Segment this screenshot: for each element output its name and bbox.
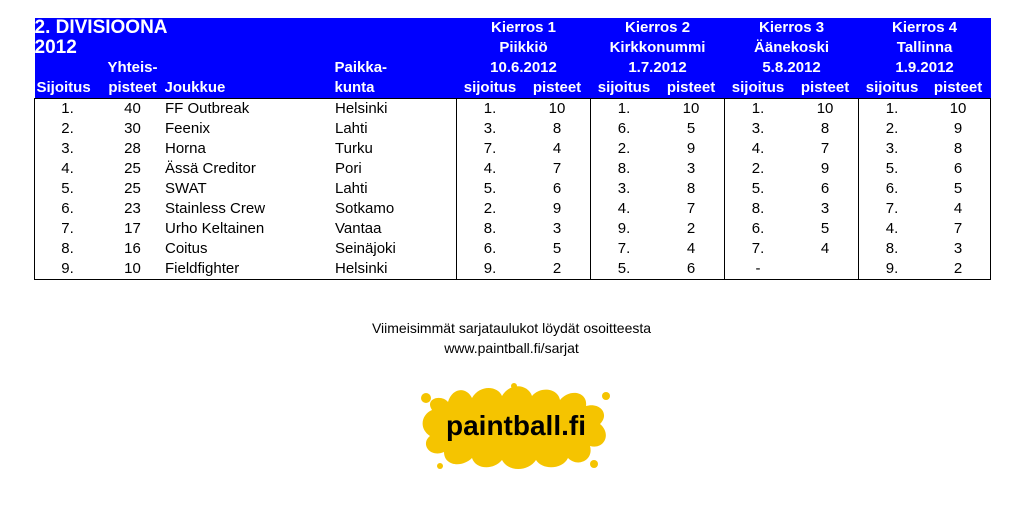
- total-points-cell: 10: [101, 259, 165, 280]
- total-points-cell: 25: [124, 160, 141, 177]
- round-3-points-cell: 7: [820, 140, 830, 157]
- table-row: [35, 159, 991, 179]
- round-4-position-cell: 8.: [859, 239, 926, 259]
- round-4-points-cell: 6: [926, 159, 991, 179]
- total-points-cell: 30: [124, 120, 141, 137]
- table-row: [35, 199, 991, 219]
- round-3-position-cell: 3.: [725, 119, 792, 139]
- round-4-points-cell: 4: [926, 199, 991, 219]
- round-1-position-cell: 4.: [457, 159, 524, 179]
- round-4-position-cell: 6.: [859, 179, 926, 199]
- round-2-points-cell: 6: [658, 259, 725, 280]
- city-cell: Vantaa: [335, 220, 382, 237]
- round-2-points-cell: 2: [686, 220, 696, 237]
- round-3-place: Äänekoski: [725, 38, 859, 58]
- round-1-position-cell: 1.: [457, 99, 524, 120]
- round-3-date: 5.8.2012: [725, 58, 859, 78]
- round-4-points-cell: 5: [926, 179, 991, 199]
- round-4-position-cell: 5.: [859, 159, 926, 179]
- position-cell: 4.: [35, 159, 101, 179]
- team-head: Joukkue: [165, 78, 335, 99]
- city-head-a: Paikka-: [335, 58, 457, 78]
- round-4-pts-head: pisteet: [926, 78, 991, 99]
- round-3-name: Kierros 3: [725, 18, 859, 38]
- round-2-points-cell: 4: [686, 240, 696, 257]
- round-4-date: 1.9.2012: [859, 58, 991, 78]
- position-cell: 8.: [35, 239, 101, 259]
- round-1-position-cell: 5.: [457, 179, 524, 199]
- round-2-points-cell: 8: [686, 180, 696, 197]
- round-2-pts-head: pisteet: [658, 78, 725, 99]
- round-2-points-cell: 10: [658, 99, 725, 120]
- table-body: [35, 99, 991, 280]
- position-cell: 2.: [35, 119, 101, 139]
- city-cell: Lahti: [335, 180, 368, 197]
- round-1-points-cell: 4: [552, 140, 562, 157]
- round-4-points-cell: 3: [926, 239, 991, 259]
- round-3-position-cell: -: [725, 259, 792, 280]
- round-3-points-cell: 4: [820, 240, 830, 257]
- round-4-position-cell: 1.: [859, 99, 926, 120]
- table-row: [35, 139, 991, 159]
- round-1-points-cell: 10: [524, 99, 591, 120]
- round-2-position-cell: 9.: [591, 219, 658, 239]
- team-name-cell: FF Outbreak: [165, 99, 335, 120]
- round-1-points-cell: 2: [524, 259, 591, 280]
- round-1-points-cell: 7: [552, 160, 562, 177]
- round-1-date: 10.6.2012: [457, 58, 591, 78]
- round-3-position-cell: 2.: [725, 159, 792, 179]
- round-3-points-cell: 10: [792, 99, 859, 120]
- round-1-points-cell: 9: [552, 200, 562, 217]
- round-3-points-cell: 6: [820, 180, 830, 197]
- table-row: [35, 179, 991, 199]
- round-3-pts-head: pisteet: [792, 78, 859, 99]
- round-3-points-cell: [792, 259, 859, 280]
- total-points-cell: 40: [101, 99, 165, 120]
- division-title: 2. DIVISIOONA: [35, 18, 335, 38]
- table-row: [35, 99, 991, 120]
- round-2-position-cell: 7.: [591, 239, 658, 259]
- total-points-cell: 25: [124, 180, 141, 197]
- season-year: 2012: [35, 38, 335, 58]
- round-4-name: Kierros 4: [859, 18, 991, 38]
- city-cell: Turku: [335, 140, 373, 157]
- round-4-points-cell: 8: [926, 139, 991, 159]
- city-cell: Lahti: [335, 120, 368, 137]
- round-1-position-cell: 2.: [457, 199, 524, 219]
- paintball-logo[interactable]: [418, 380, 614, 472]
- round-1-position-cell: 9.: [457, 259, 524, 280]
- round-1-position-cell: 6.: [457, 239, 524, 259]
- round-1-position-cell: 3.: [457, 119, 524, 139]
- round-1-position-cell: 8.: [457, 219, 524, 239]
- table-row: [35, 119, 991, 139]
- round-3-points-cell: 9: [820, 160, 830, 177]
- city-cell: Pori: [335, 160, 362, 177]
- table-row: [35, 219, 991, 239]
- round-1-points-cell: 3: [552, 220, 562, 237]
- round-2-position-cell: 3.: [591, 179, 658, 199]
- round-4-points-cell: 2: [926, 259, 991, 280]
- table-header: [35, 18, 991, 99]
- position-cell: 1.: [35, 99, 101, 120]
- position-cell: 9.: [35, 259, 101, 280]
- team-name-cell: SWAT: [165, 180, 207, 197]
- round-3-position-cell: 8.: [725, 199, 792, 219]
- position-head: Sijoitus: [35, 78, 101, 99]
- round-2-position-cell: 8.: [591, 159, 658, 179]
- table-row: [35, 259, 991, 280]
- round-3-points-cell: 5: [820, 220, 830, 237]
- round-2-position-cell: 4.: [591, 199, 658, 219]
- round-3-position-cell: 1.: [725, 99, 792, 120]
- total-points-cell: 17: [124, 220, 141, 237]
- footer-link[interactable]: www.paintball.fi/sarjat: [444, 340, 579, 356]
- round-4-position-cell: 9.: [859, 259, 926, 280]
- round-2-name: Kierros 2: [591, 18, 725, 38]
- round-3-position-cell: 7.: [725, 239, 792, 259]
- round-2-position-cell: 5.: [591, 259, 658, 280]
- round-3-position-cell: 5.: [725, 179, 792, 199]
- round-1-pos-head: sijoitus: [457, 78, 524, 99]
- round-3-position-cell: 4.: [725, 139, 792, 159]
- round-2-position-cell: 2.: [591, 139, 658, 159]
- team-name-cell: Feenix: [165, 120, 211, 137]
- round-2-points-cell: 9: [686, 140, 696, 157]
- round-2-date: 1.7.2012: [591, 58, 725, 78]
- round-4-position-cell: 2.: [859, 119, 926, 139]
- round-2-place: Kirkkonummi: [591, 38, 725, 58]
- position-cell: 6.: [35, 199, 101, 219]
- city-head-b: kunta: [335, 78, 457, 99]
- team-name-cell: Fieldfighter: [165, 259, 335, 280]
- round-2-points-cell: 7: [686, 200, 696, 217]
- round-2-position-cell: 6.: [591, 119, 658, 139]
- total-points-cell: 16: [124, 240, 141, 257]
- total-points-head-b: pisteet: [101, 78, 165, 99]
- round-1-points-cell: 6: [552, 180, 562, 197]
- round-1-points-cell: 8: [552, 120, 562, 137]
- round-4-points-cell: 9: [926, 119, 991, 139]
- round-2-position-cell: 1.: [591, 99, 658, 120]
- round-4-place: Tallinna: [859, 38, 991, 58]
- city-cell: Helsinki: [335, 99, 457, 120]
- round-4-position-cell: 3.: [859, 139, 926, 159]
- team-name-cell: Horna: [165, 140, 206, 157]
- position-cell: 7.: [35, 219, 101, 239]
- position-cell: 3.: [35, 139, 101, 159]
- round-3-position-cell: 6.: [725, 219, 792, 239]
- position-cell: 5.: [35, 179, 101, 199]
- round-4-position-cell: 7.: [859, 199, 926, 219]
- round-2-points-cell: 3: [686, 160, 696, 177]
- table-row: [35, 239, 991, 259]
- round-1-place: Piikkiö: [457, 38, 591, 58]
- round-3-points-cell: 3: [820, 200, 830, 217]
- footer-text: Viimeisimmät sarjataulukot löydät osoitteesta: [371, 320, 652, 336]
- round-2-pos-head: sijoitus: [591, 78, 658, 99]
- round-2-points-cell: 5: [686, 120, 696, 137]
- team-name-cell: Ässä Creditor: [165, 160, 256, 177]
- city-cell: Seinäjoki: [335, 240, 396, 257]
- round-4-position-cell: 4.: [859, 219, 926, 239]
- round-4-points-cell: 10: [926, 99, 991, 120]
- city-cell: Helsinki: [335, 259, 457, 280]
- team-name-cell: Coitus: [165, 240, 208, 257]
- total-points-head-a: Yhteis-: [101, 58, 165, 78]
- logo-text: paintball.fi: [446, 410, 586, 441]
- round-3-pos-head: sijoitus: [725, 78, 792, 99]
- round-1-pts-head: pisteet: [524, 78, 591, 99]
- round-1-points-cell: 5: [552, 240, 562, 257]
- round-1-name: Kierros 1: [457, 18, 591, 38]
- total-points-cell: 28: [124, 140, 141, 157]
- round-1-position-cell: 7.: [457, 139, 524, 159]
- team-name-cell: Urho Keltainen: [165, 220, 265, 237]
- round-4-points-cell: 7: [926, 219, 991, 239]
- footer-note: [0, 318, 1023, 358]
- total-points-cell: 23: [124, 200, 141, 217]
- round-4-pos-head: sijoitus: [859, 78, 926, 99]
- city-cell: Sotkamo: [335, 200, 395, 217]
- standings-table: [34, 18, 991, 280]
- team-name-cell: Stainless Crew: [165, 200, 266, 217]
- round-3-points-cell: 8: [820, 120, 830, 137]
